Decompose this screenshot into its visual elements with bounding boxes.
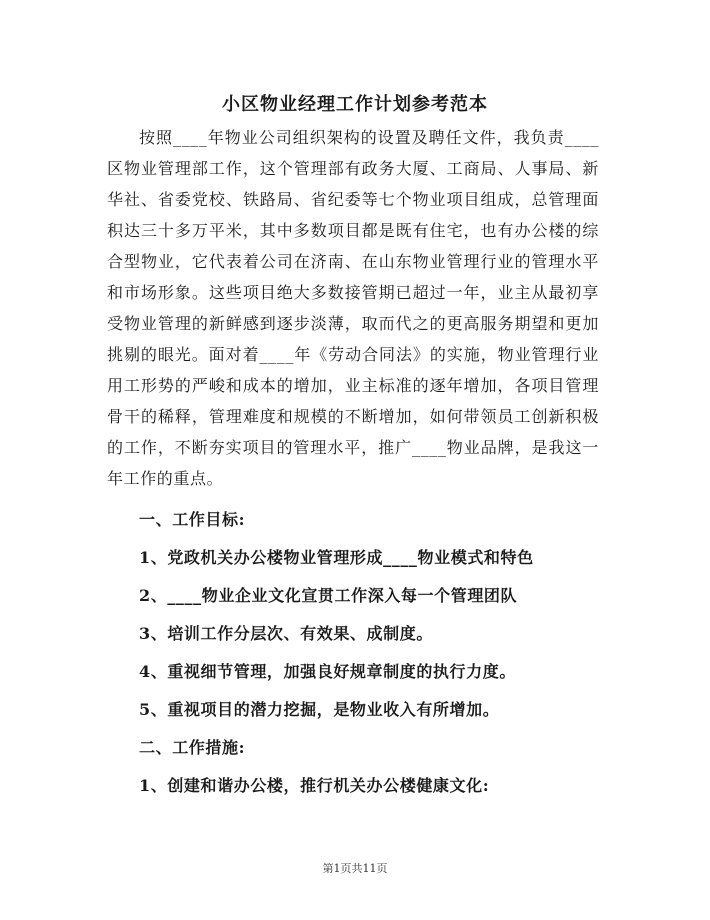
- intro-paragraph: 按照____年物业公司组织架构的设置及聘任文件，我负责____区物业管理部工作，这个管理部有政务大厦、工商局、人事局、新华社、省委党校、铁路局、省纪委等七个物业项目组成，总管理面积达三十多万平米，其中多数项目都是既有住宅，也有办公楼的综合型物业，它代表着公司在济南、在山东物业管理行业的管理水平和市场形象。这些项目绝大多数接管期已超过一年，业主从最初享受物业管理的新鲜感到逐步淡薄，取而代之的更高服务期望和更加挑剔的眼光。面对着____年《劳动合同法》的实施，物业管理行业用工形势的严峻和成本的增加，业主标准的逐年增加，各项目管理骨干的稀释，管理难度和规模的不断增加，如何带领员工创新积极的工作，不断夯实项目的管理水平，推广____物业品牌，是我这一年工作的重点。: [107, 128, 599, 488]
- goal-item-5: 5、重视项目的潜力挖掘，是物业收入有所增加。: [139, 700, 500, 719]
- goal-item-1: 1、党政机关办公楼物业管理形成____物业模式和特色: [139, 548, 534, 567]
- document-body: [107, 122, 599, 804]
- page-indicator: 第1页共11页: [322, 862, 388, 875]
- section-heading-goals: 一、工作目标:: [139, 510, 246, 529]
- goal-item-2: 2、____物业企业文化宣贯工作深入每一个管理团队: [139, 586, 518, 605]
- section-heading-measures: 二、工作措施:: [139, 738, 246, 757]
- measure-item-1: 1、创建和谐办公楼，推行机关办公楼健康文化:: [139, 776, 490, 795]
- goal-item-3: 3、培训工作分层次、有效果、成制度。: [139, 624, 433, 643]
- document-title: 小区物业经理工作计划参考范本: [222, 94, 488, 115]
- goal-item-4: 4、重视细节管理，加强良好规章制度的执行力度。: [139, 662, 516, 681]
